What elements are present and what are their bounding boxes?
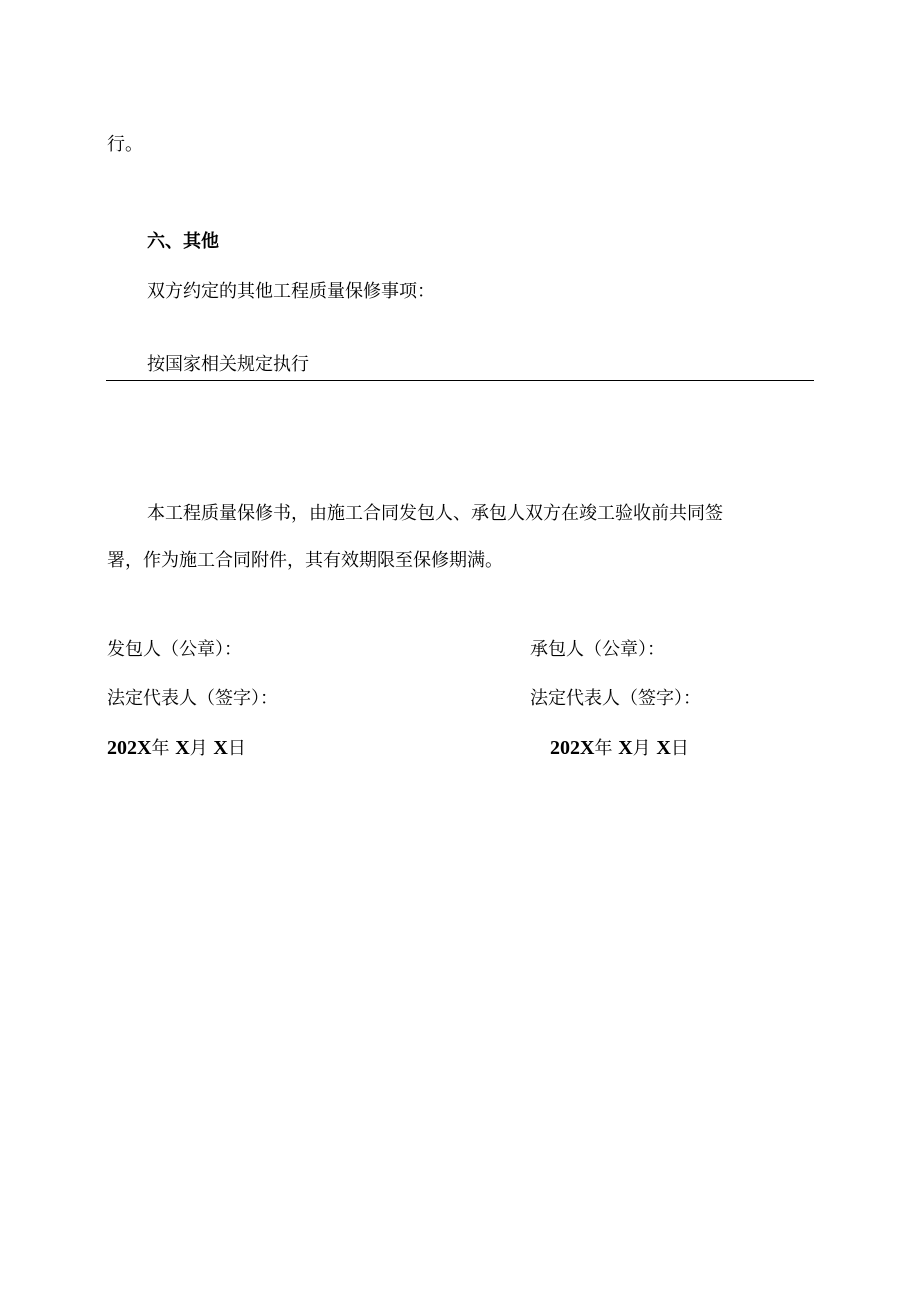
- contractor-date-year: 202X: [550, 737, 595, 759]
- closing-line-1: 本工程质量保修书，由施工合同发包人、承包人双方在竣工验收前共同签: [147, 503, 723, 524]
- contractor-date-month-unit: 月: [632, 738, 651, 759]
- contractor-date-year-unit: 年: [594, 738, 613, 759]
- closing-line-2: 署，作为施工合同附件，其有效期限至保修期满。: [107, 550, 503, 571]
- section-heading: 六、其他: [147, 231, 219, 252]
- employer-date-month-unit: 月: [189, 738, 208, 759]
- employer-date-day-unit: 日: [227, 738, 246, 759]
- contractor-date-day: X: [656, 737, 671, 759]
- employer-seal-label: 发包人（公章）：: [107, 639, 242, 660]
- employer-date-year-unit: 年: [151, 738, 170, 759]
- contractor-seal-label: 承包人（公章）：: [530, 639, 665, 660]
- employer-date: [107, 736, 246, 761]
- contractor-rep-label: 法定代表人（签字）：: [530, 688, 701, 709]
- contractor-date-month: X: [618, 737, 633, 759]
- employer-date-year: 202X: [107, 737, 152, 759]
- section-intro: 双方约定的其他工程质量保修事项：: [147, 281, 435, 302]
- fill-in-underline: [106, 380, 814, 381]
- employer-date-month: X: [175, 737, 190, 759]
- employer-rep-label: 法定代表人（签字）：: [107, 688, 278, 709]
- continuation-text: 行。: [107, 134, 143, 155]
- filled-value: 按国家相关规定执行: [147, 354, 309, 375]
- contractor-date-day-unit: 日: [670, 738, 689, 759]
- contractor-date: [550, 736, 689, 761]
- employer-date-day: X: [213, 737, 228, 759]
